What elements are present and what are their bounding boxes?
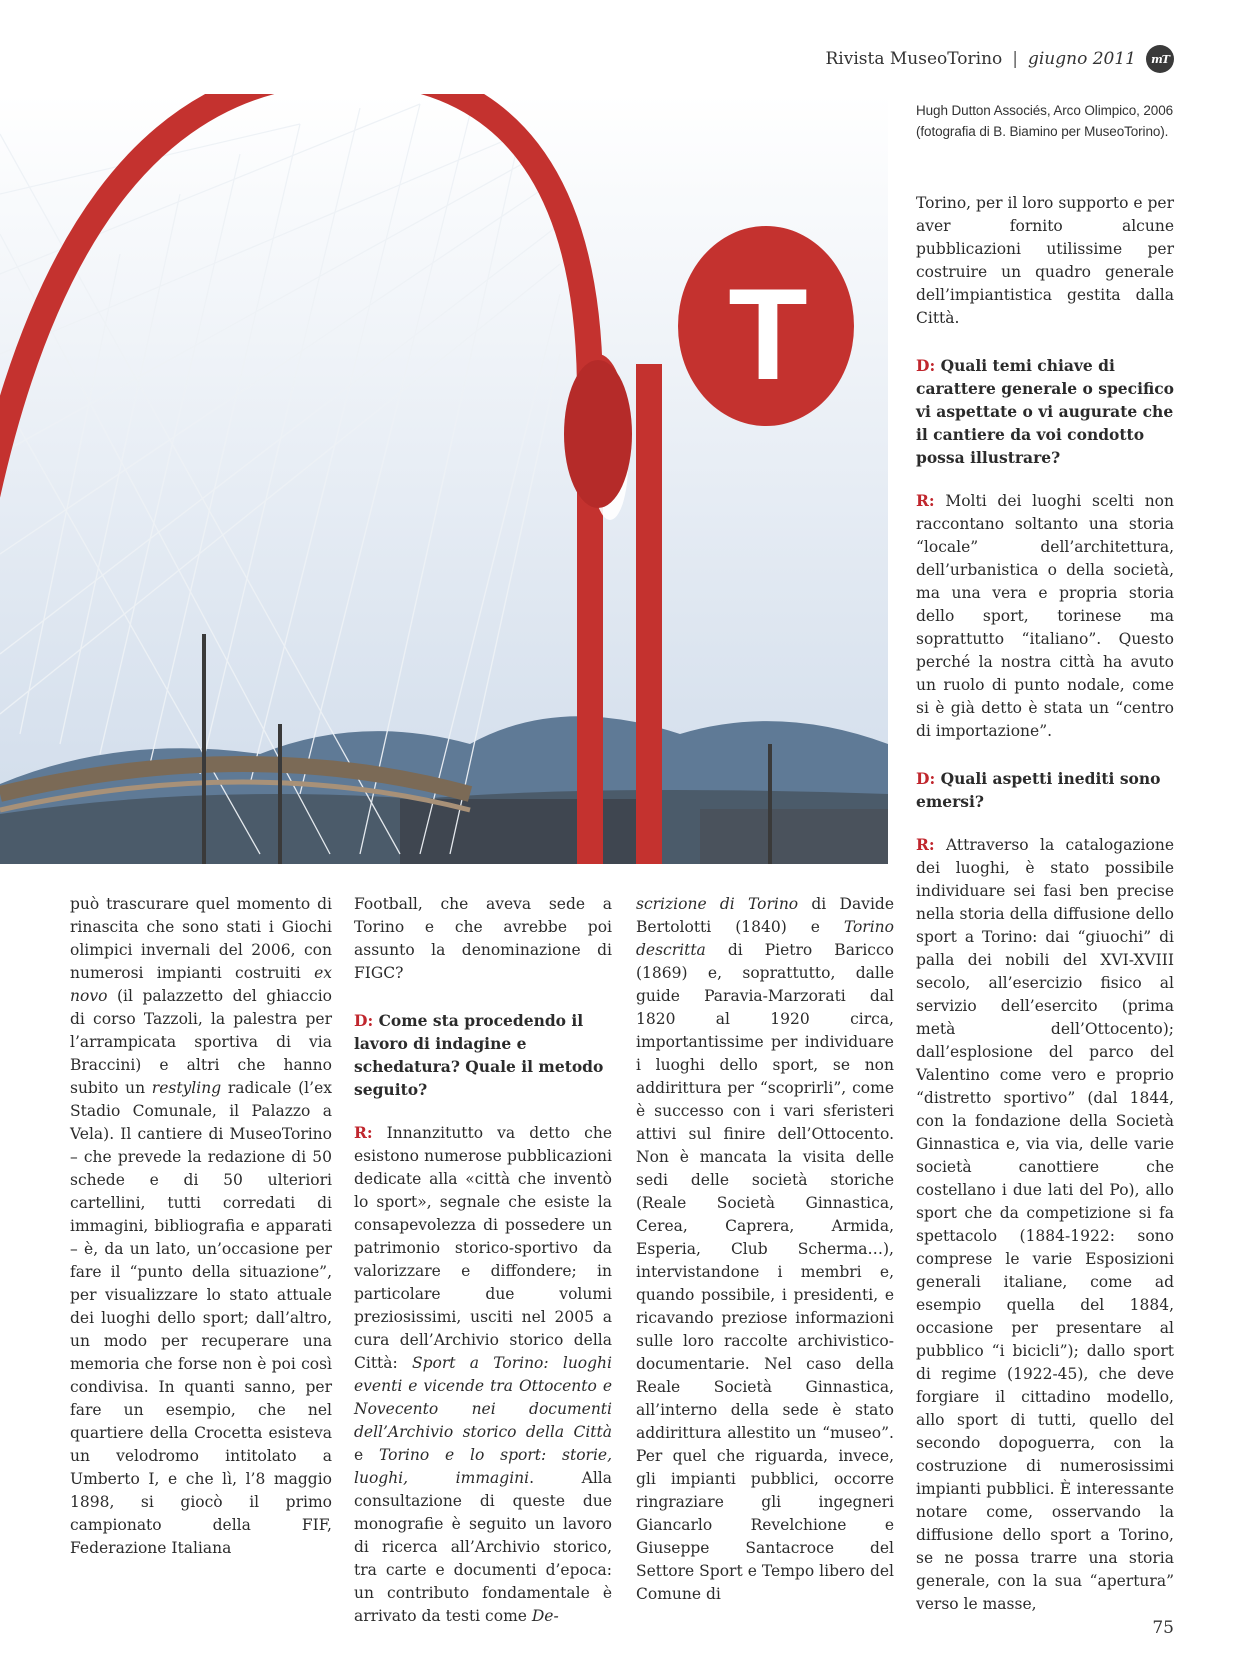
sign-letter: T — [728, 261, 808, 407]
paragraph: Torino, per il loro supporto e per aver fornito alcune pubblicazioni utilissime per costruire un quadro generale dell’impiantistica gestita dalla Città. — [916, 194, 1174, 327]
question-mark-label: D: — [916, 356, 936, 375]
answer-mark-label: R: — [916, 491, 935, 510]
arco-olimpico-photo — [0, 94, 888, 864]
question: D: Quali temi chiave di carattere generale o specifico vi aspettate o vi augurate che il cantiere da voi condotto possa illustrare? — [916, 356, 1175, 467]
question-mark-label: D: — [354, 1011, 374, 1030]
museotorino-logo-icon: mT — [1146, 45, 1174, 73]
answer: R: Attraverso la catalogazione dei luoghi, è stato possibile individuare sei fasi ben precise nella storia della diffusione dello sport a Torino: dai “giuochi” di palla dei nobili del XVI-XVIII secolo, all’esercizio fisico al servizio dell’esercito (prima metà dell’Ottocento); dall’esplosione del parco del Valentino come vero e proprio “distretto sportivo” (dal 1844, con la fondazione della Società Ginnastica e, via via, delle varie società canottiere che costellano i due lati del Po), allo sport che da competizione si fa spettacolo (1884-1922: sono comprese le varie Esposizioni generali italiane, come ad esempio quella del 1884, occasione per presentare al pubblico “i bicicli”); dallo sport di regime (1922-45), che deve forgiare il cittadino modello, allo sport di tutti, quello del secondo dopoguerra, con la costruzione di numerosissimi impianti pubblici. È interessante notare come, osservando la diffusione dello sport a Torino, se ne possa trarre una storia generale, con la sua “apertura” verso le masse, — [916, 835, 1174, 1613]
answer-mark-label: R: — [354, 1123, 373, 1142]
issue-date: giugno 2011 — [1027, 49, 1136, 69]
paragraph: può trascurare quel momento di rinascita che sono stati i Giochi olimpici invernali del 2006, con numerosi impianti costruiti ex novo (il palazzetto del ghiaccio di corso Tazzoli, la palestra per l’arrampicata sportiva di via Braccini) e altri che hanno subito un restyling radicale (l’ex Stadio Comunale, il Palazzo a Vela). Il cantiere di MuseoTorino – che prevede la redazione di 50 schede e di 50 ulteriori cartellini, tutti corredati di immagini, bibliografia e apparati – è, da un lato, un’occasione per fare il “punto della situazione”, per visualizzare lo stato attuale dei luoghi dello sport; dall’altro, un modo per recuperare una memoria che forse non è poi così condivisa. In quanti sanno, per fare un esempio, che nel quartiere della Crocetta esisteva un velodromo intitolato a Umberto I, e che lì, l’8 maggio 1898, si giocò il primo campionato della FIF, Federazione Italiana — [70, 895, 332, 1557]
magazine-title: Rivista MuseoTorino — [825, 49, 1003, 69]
answer: R: Innanzitutto va detto che esistono numerose pubblicazioni dedicate alla «città che inventò lo sport», segnale che esiste la consapevolezza di possedere un patrimonio storico-sportivo da valorizzare e diffondere; in particolare due volumi preziosissimi, usciti nel 2005 a cura dell’Archivio storico della Città: Sport a Torino: luoghi eventi e vicende tra Ottocento e Novecento nei documenti dell’Archivio storico della Città e Torino e lo sport: storie, luoghi, immagini. Alla consultazione di queste due monografie è seguito un lavoro di ricerca all’Archivio storico, tra carte e documenti d’epoca: un contributo fondamentale è arrivato da testi come De- — [354, 1123, 613, 1625]
article-column-right — [916, 192, 1174, 1616]
photo-caption: Hugh Dutton Associés, Arco Olimpico, 2006 (fotografia di B. Biamino per MuseoTorino). — [916, 103, 1174, 139]
article-column-3 — [636, 893, 894, 1606]
question-mark-label: D: — [916, 769, 936, 788]
page-number: 75 — [1152, 1618, 1174, 1638]
answer: R: Molti dei luoghi scelti non raccontano soltanto una storia “locale” dell’architettura, dell’urbanistica o della società, ma una vera e propria storia dello sport, torinese ma soprattutto “italiano”. Questo perché la nostra città ha avuto un ruolo di punto nodale, come si è già detto è stata un “centro di importazione”. — [916, 491, 1174, 740]
header-separator: | — [1012, 49, 1018, 69]
article-column-1 — [70, 893, 332, 1560]
answer-mark-label: R: — [916, 835, 935, 854]
article-column-2 — [354, 893, 612, 1628]
question: D: Quali aspetti inediti sono emersi? — [916, 769, 1161, 811]
paragraph: Football, che aveva sede a Torino e che avrebbe poi assunto la denominazione di FIGC? — [354, 895, 612, 982]
paragraph: scrizione di Torino di Davide Bertolotti (1840) e Torino descritta di Pietro Baricco (1869) e, soprattutto, dalle guide Paravia-Marzorati dal 1820 al 1920 circa, importantissime per individuare i luoghi dello sport, se non addirittura per “scoprirli”, come è successo con i vari sferisteri attivi sul finire dell’Ottocento. Non è mancata la visita delle sedi delle società storiche (Reale Società Ginnastica, Cerea, Caprera, Armida, Esperia, Club Scherma…), intervistandone i membri e, quando possibile, i presidenti, e ricavando preziose informazioni sulle loro raccolte archivistico-documentarie. Nel caso della Reale Società Ginnastica, all’interno della sede è stato addirittura allestito un “museo”. Per quel che riguarda, invece, gli impianti pubblici, occorre ringraziare gli ingegneri Giancarlo Revelchione e Giuseppe Santacroce del Settore Sport e Tempo libero del Comune di — [636, 895, 894, 1603]
running-header — [826, 44, 1175, 74]
question: D: Come sta procedendo il lavoro di indagine e schedatura? Quale il metodo seguito? — [354, 1011, 604, 1099]
